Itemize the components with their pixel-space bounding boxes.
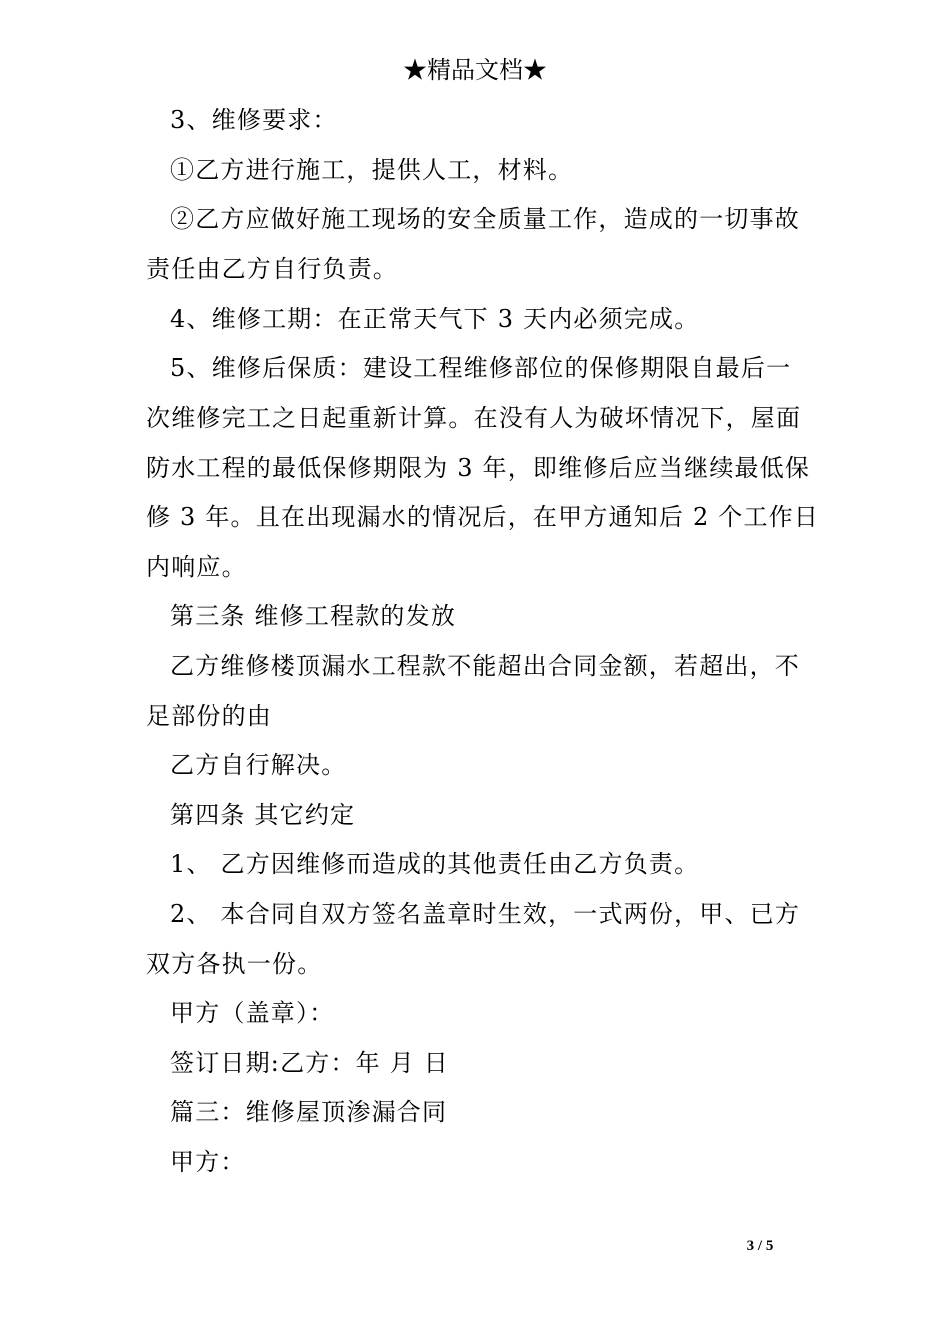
section-heading: 第四条 其它约定	[170, 801, 356, 829]
text-line: 3、维修要求：	[170, 106, 338, 134]
page-header: ★精品文档★	[403, 56, 547, 84]
text-line: 足部份的由	[146, 702, 272, 730]
text-line: ①乙方进行施工，提供人工，材料。	[170, 156, 574, 184]
section-heading: 篇三：维修屋顶渗漏合同	[170, 1098, 448, 1126]
text-line: 1、 乙方因维修而造成的其他责任由乙方负责。	[170, 850, 700, 878]
text-line: 次维修完工之日起重新计算。在没有人为破坏情况下，屋面	[146, 404, 802, 432]
text-line: 4、维修工期：在正常天气下 3 天内必须完成。	[170, 305, 700, 333]
text-line: 5、维修后保质：建设工程维修部位的保修期限自最后一	[170, 354, 792, 382]
text-line: 修 3 年。且在出现漏水的情况后，在甲方通知后 2 个工作日	[146, 503, 820, 531]
text-line: 内响应。	[146, 553, 247, 581]
text-line: 责任由乙方自行负责。	[146, 255, 398, 283]
page-number: 3 / 5	[746, 1238, 774, 1254]
text-line: 双方各执一份。	[146, 950, 323, 978]
text-line: 防水工程的最低保修期限为 3 年，即维修后应当继续最低保	[146, 454, 811, 482]
text-line: ②乙方应做好施工现场的安全质量工作，造成的一切事故	[170, 205, 800, 233]
text-line: 乙方自行解决。	[170, 751, 347, 779]
date-line: 签订日期:乙方：年 月 日	[170, 1049, 449, 1077]
section-heading: 第三条 维修工程款的发放	[170, 602, 457, 630]
text-line: 乙方维修楼顶漏水工程款不能超出合同金额，若超出，不	[170, 652, 800, 680]
text-line: 2、 本合同自双方签名盖章时生效，一式两份，甲、已方	[170, 900, 801, 928]
signature-line: 甲方（盖章）：	[170, 999, 335, 1027]
text-line: 甲方：	[170, 1148, 246, 1176]
